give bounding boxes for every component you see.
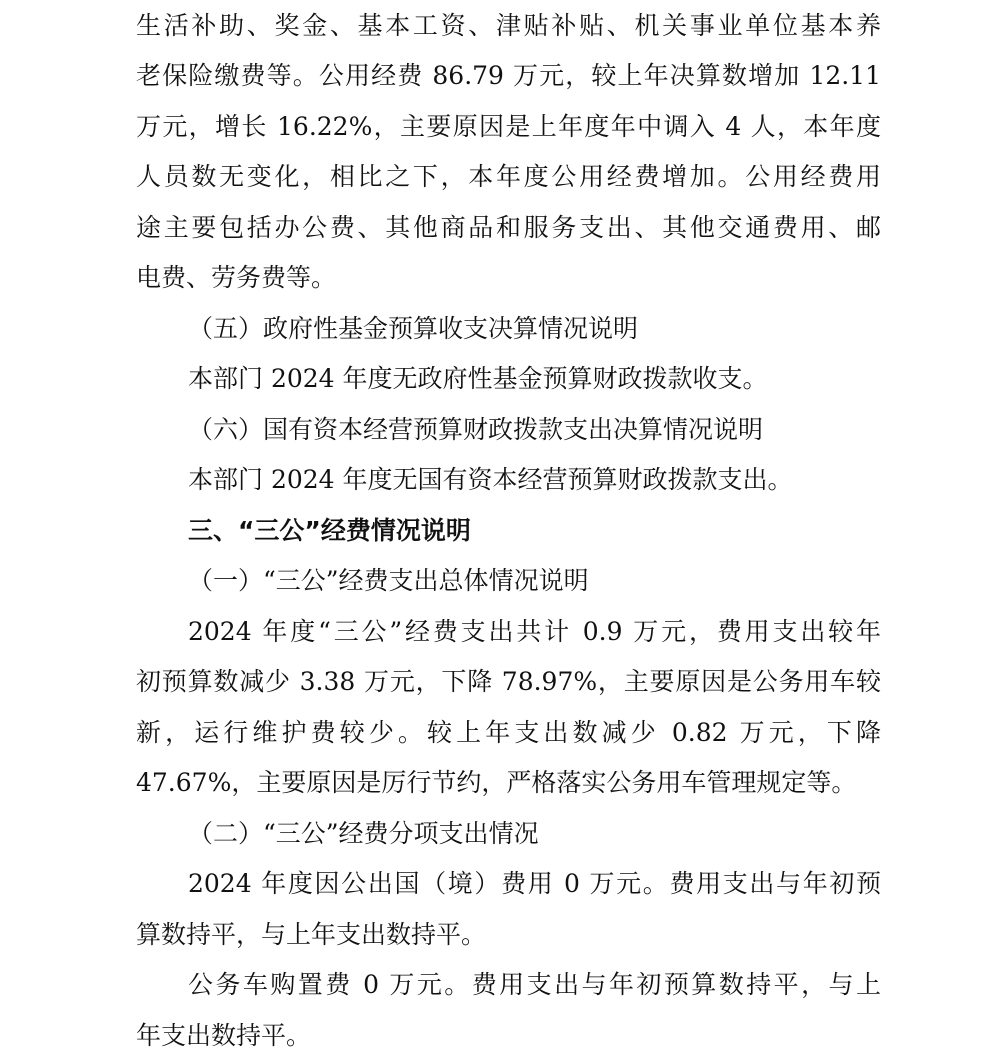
- section-heading-6: （六）国有资本经营预算财政拨款支出决算情况说明: [188, 415, 764, 444]
- chapter-heading-3: 三、“三公”经费情况说明: [188, 516, 471, 545]
- paragraph-line: 2024 年度“三公”经费支出共计 0.9 万元，费用支出较年: [188, 617, 881, 646]
- paragraph-line: 老保险缴费等。公用经费 86.79 万元，较上年决算数增加 12.11: [136, 61, 881, 90]
- paragraph-line: 47.67%，主要原因是厉行节约，严格落实公务用车管理规定等。: [136, 768, 857, 797]
- paragraph-line: 新，运行维护费较少。较上年支出数减少 0.82 万元，下降: [136, 718, 881, 747]
- paragraph-line: 初预算数减少 3.38 万元，下降 78.97%，主要原因是公务用车较: [136, 667, 881, 696]
- paragraph-line: 公务车购置费 0 万元。费用支出与年初预算数持平，与上: [188, 970, 881, 999]
- paragraph-line: 生活补助、奖金、基本工资、津贴补贴、机关事业单位基本养: [136, 11, 881, 40]
- paragraph-line: 2024 年度因公出国（境）费用 0 万元。费用支出与年初预: [188, 869, 881, 898]
- section-heading-3-2: （二）“三公”经费分项支出情况: [188, 819, 539, 848]
- paragraph-line: 算数持平，与上年支出数持平。: [136, 920, 487, 949]
- paragraph-line: 本部门 2024 年度无国有资本经营预算财政拨款支出。: [188, 465, 793, 494]
- paragraph-line: 本部门 2024 年度无政府性基金预算财政拨款收支。: [188, 364, 768, 393]
- paragraph-line: 途主要包括办公费、其他商品和服务支出、其他交通费用、邮: [136, 213, 881, 242]
- paragraph-line: 年支出数持平。: [136, 1021, 312, 1050]
- section-heading-5: （五）政府性基金预算收支决算情况说明: [188, 314, 639, 343]
- paragraph-line: 人员数无变化，相比之下，本年度公用经费增加。公用经费用: [136, 162, 881, 191]
- paragraph-line: 电费、劳务费等。: [136, 263, 337, 292]
- paragraph-line: 万元，增长 16.22%，主要原因是上年度年中调入 4 人，本年度: [136, 112, 881, 141]
- section-heading-3-1: （一）“三公”经费支出总体情况说明: [188, 566, 589, 595]
